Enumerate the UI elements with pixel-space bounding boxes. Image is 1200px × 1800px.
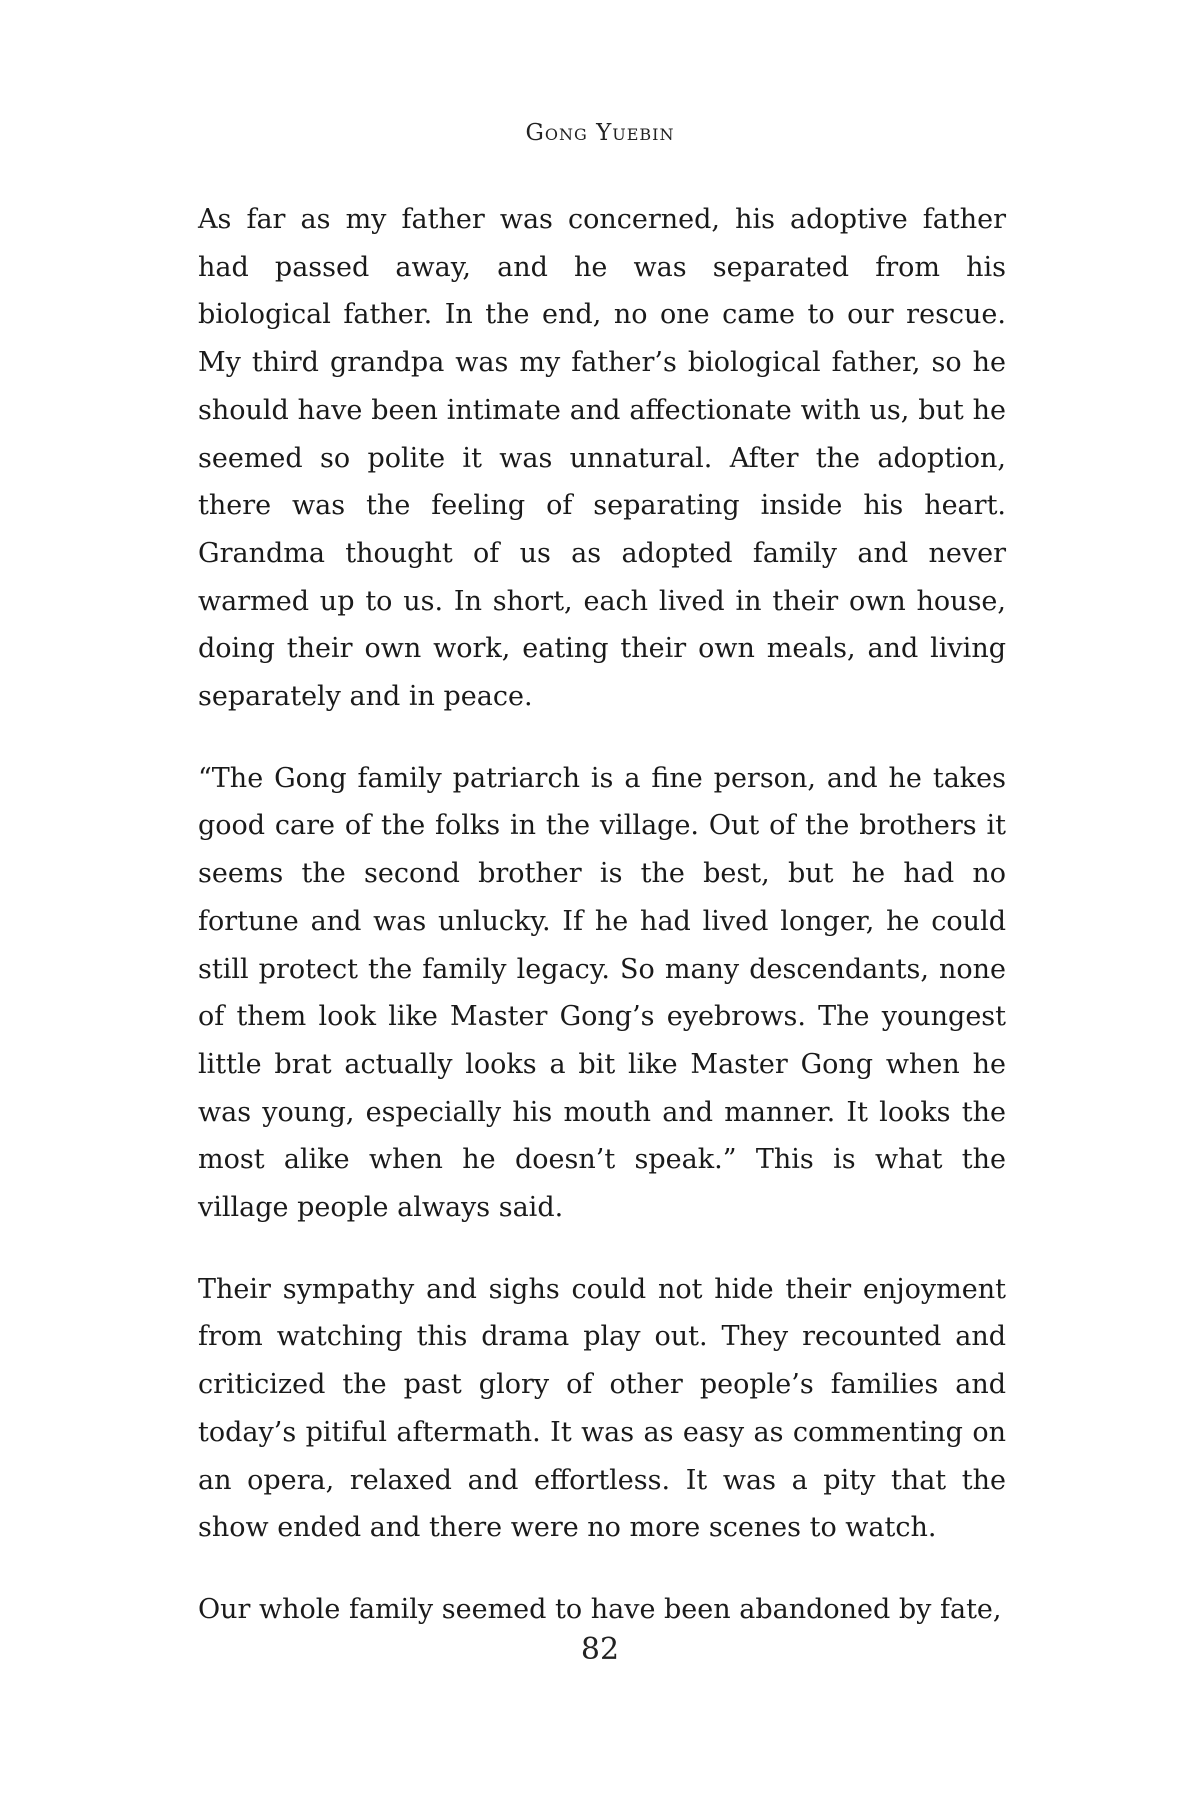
body-text [198, 196, 1006, 1668]
paragraph: “The Gong family patriarch is a fine person, and he takes good care of the folks in the village. Out of the brothers it seems the second brother is the best, but he had no fortune and was unlucky. If he had lived longer, he could still protect the family legacy. So many descendants, none of them look like Master Gong’s eyebrows. The youngest little brat actually looks a bit like Master Gong when he was young, especially his mouth and manner. It looks the most alike when he doesn’t speak.” This is what the village people always said. [198, 762, 1006, 1224]
paragraph: Our whole family seemed to have been abandoned by fate, [198, 1593, 1002, 1625]
paragraph: Their sympathy and sighs could not hide their enjoyment from watching this drama play out. They recounted and criticized the past glory of other people’s families and today’s pitiful aftermath. It was as easy as commenting on an opera, relaxed and effortless. It was a pity that the show ended and there were no more scenes to watch. [198, 1273, 1006, 1544]
running-head: Gong Yuebin [525, 120, 675, 146]
page-number: 82 [580, 1632, 620, 1667]
paragraph: As far as my father was concerned, his adoptive father had passed away, and he was separated from his biological father. In the end, no one came to our rescue. My third grandpa was my father’s biological father, so he should have been intimate and affectionate with us, but he seemed so polite it was unnatural. After the adoption, there was the feeling of separating inside his heart. Grandma thought of us as adopted family and never warmed up to us. In short, each lived in their own house, doing their own work, eating their own meals, and living separately and in peace. [198, 204, 1006, 713]
